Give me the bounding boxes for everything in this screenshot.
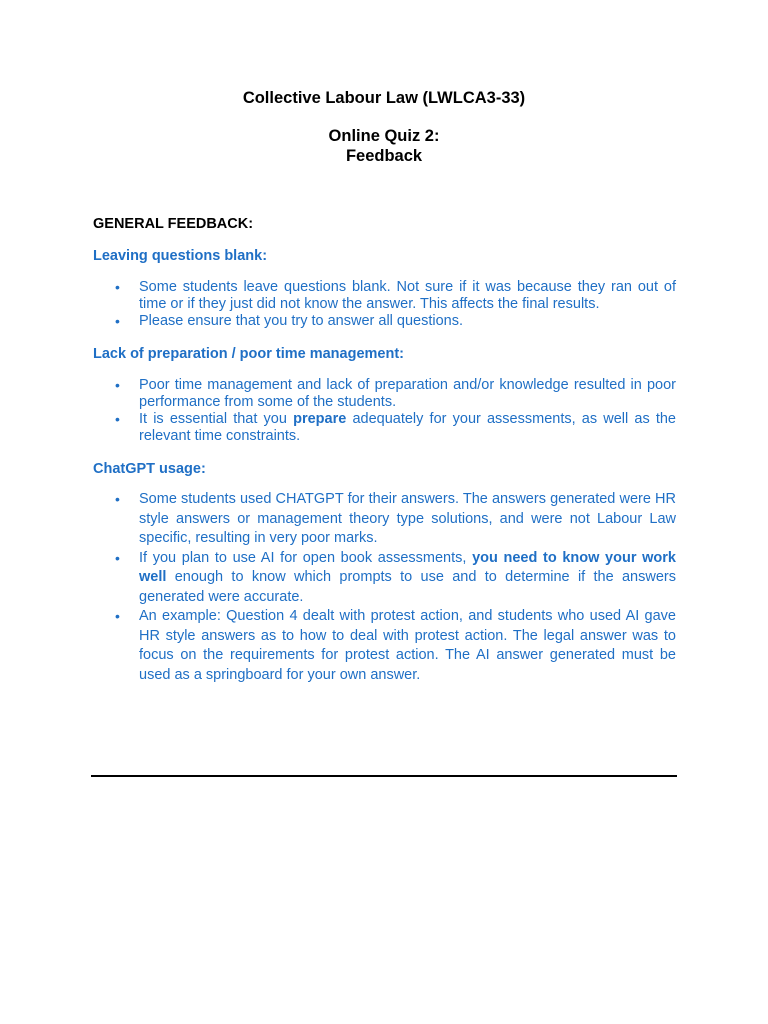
list-item-text-start: It is essential that you [139, 411, 294, 427]
list-item-text: Poor time management and lack of preparation and/or knowledge resulted in poor performance from some of the students. [139, 377, 676, 410]
emphasis-text: you need to know your work well [139, 549, 676, 585]
horizontal-rule [91, 775, 677, 777]
list-item [93, 411, 676, 445]
bullet-icon: • [115, 491, 120, 507]
quiz-title: Online Quiz 2: [328, 127, 440, 145]
bullet-icon: • [115, 549, 120, 566]
list-item [93, 313, 676, 330]
list-item [93, 549, 676, 608]
list-item-text-start: If you plan to use AI for open book assessments, [139, 549, 473, 566]
bullet-icon: • [115, 377, 120, 393]
list-item-text: An example: Question 4 dealt with protest action, and students who used AI gave HR style answers as to how to deal with protest action. The legal answer was to focus on the requirements for protest action. The AI answer generated must be used as a springboard for your own answer. [139, 608, 676, 683]
section-heading-preparation: Lack of preparation / poor time management: [93, 346, 404, 362]
bullet-icon: • [115, 411, 120, 427]
list-item-text-end: adequately for your assessments, as well as the relevant time constraints. [139, 411, 677, 444]
bullet-icon: • [115, 313, 120, 329]
list-item [93, 377, 676, 411]
list-item-text: Some students leave questions blank. Not sure if it was because they ran out of time or if they just did not know the answer. This affects the final results. [139, 279, 676, 312]
course-title: Collective Labour Law (LWLCA3-33) [242, 89, 526, 107]
list-item [93, 607, 676, 685]
bullet-icon: • [115, 279, 120, 295]
list-item [93, 490, 676, 549]
section-heading-blank: Leaving questions blank: [93, 248, 268, 264]
quiz-subtitle: Feedback [345, 147, 423, 165]
bullet-icon: • [115, 608, 120, 624]
list-item-text-end: enough to know which prompts to use and to determine if the answers generated were accurate. [139, 569, 676, 605]
list-item-text: Please ensure that you try to answer all questions. [139, 313, 464, 329]
bullet-list-blank [93, 279, 676, 330]
bullet-list-preparation [93, 377, 676, 445]
list-item [93, 279, 676, 313]
general-feedback-heading: GENERAL FEEDBACK: [93, 216, 254, 232]
bullet-list-chatgpt [93, 490, 676, 685]
emphasis-text: prepare [293, 411, 347, 427]
list-item-text: Some students used CHATGPT for their answers. The answers generated were HR style answers or management theory type solutions, and were not Labour Law specific, resulting in very poor marks. [139, 491, 676, 546]
section-heading-chatgpt: ChatGPT usage: [93, 461, 206, 477]
